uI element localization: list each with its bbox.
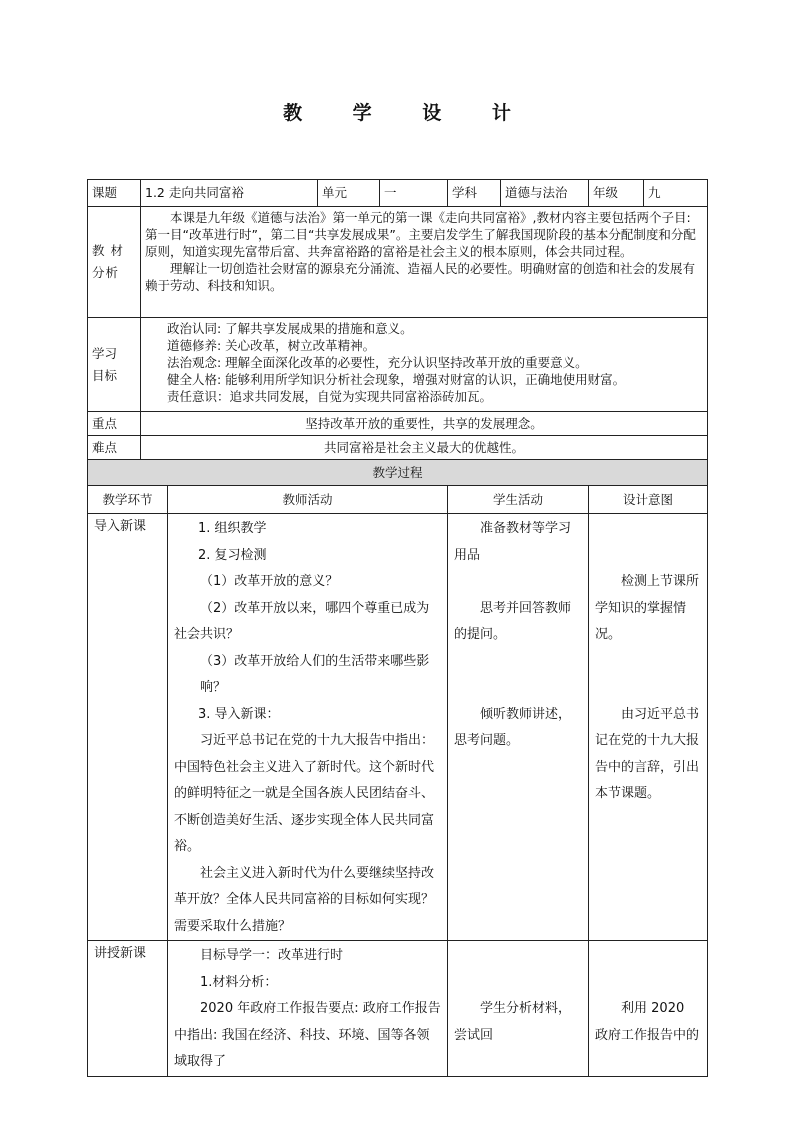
lesson-label: 课题 (88, 180, 141, 207)
lecture-student (448, 941, 589, 1077)
objective-item: 责任意识：追求共同发展，自觉为实现共同富裕添砖加瓦。 (167, 389, 493, 404)
intro-stage (88, 514, 168, 941)
lecture-intent (589, 941, 708, 1077)
unit-value: 一 (380, 180, 448, 207)
col-teacher: 教师活动 (168, 486, 448, 514)
grade-label: 年级 (589, 180, 644, 207)
intro-teacher (168, 514, 448, 941)
lecture-row (88, 941, 708, 1077)
analysis-label: 教 材 分析 (88, 207, 141, 318)
difficulty-label: 难点 (88, 436, 141, 460)
intro-stage-label: 导入新课 (94, 519, 147, 534)
col-intent: 设计意图 (589, 486, 708, 514)
teacher-question: （3）改革开放给人们的生活带来哪些影响？ (200, 653, 430, 695)
subject-value: 道德与法治 (501, 180, 589, 207)
header-row (88, 180, 708, 207)
student-activity: 思考并回答教师的提问。 (454, 600, 572, 642)
analysis-paragraph: 理解让一切创造社会财富的源泉充分涌流、造福人民的必要性。明确财富的创造和社会的发展有赖于劳动、科技和知识。 (145, 261, 696, 293)
teacher-step: 2. 复习检测 (198, 547, 267, 563)
objectives-label: 学习 目标 (88, 318, 141, 412)
lesson-plan-table (87, 179, 708, 1077)
teacher-paragraph: 社会主义进入新时代为什么要继续坚持改革开放？全体人民共同富裕的目标如何实现？需要采取什么措施？ (174, 865, 435, 934)
student-activity: 准备教材等学习用品 (454, 521, 572, 563)
process-columns-row (88, 486, 708, 514)
process-header-row (88, 460, 708, 486)
intro-student (448, 514, 589, 941)
intro-intent (589, 514, 708, 941)
teacher-question: （2）改革开放以来，哪四个尊重已成为社会共识？ (174, 600, 430, 642)
objective-item: 法治观念: 理解全面深化改革的必要性，充分认识坚持改革开放的重要意义。 (167, 355, 588, 370)
teacher-step: 1. 组织教学 (198, 521, 267, 536)
page-title: 教 学 设 计 (283, 102, 533, 124)
difficulty-row (88, 436, 708, 460)
intro-row (88, 514, 708, 941)
student-activity: 倾听教师讲述，思考问题。 (454, 706, 572, 748)
design-intent: 检测上节课所学知识的掌握情况。 (595, 574, 700, 642)
key-point-row (88, 412, 708, 436)
design-intent: 由习近平总书记在党的十九大报告中的言辞，引出本节课题。 (595, 706, 700, 801)
teacher-paragraph: 1.材料分析： (200, 974, 278, 990)
subject-label: 学科 (448, 180, 501, 207)
design-intent: 利用 2020 政府工作报告中的 (595, 1001, 700, 1043)
process-header: 教学过程 (88, 460, 708, 486)
objective-item: 健全人格: 能够利用所学知识分析社会现象，增强对财富的认识，正确地使用财富。 (167, 372, 626, 387)
key-point-value: 坚持改革开放的重要性，共享的发展理念。 (141, 412, 708, 436)
lesson-value: 1.2 走向共同富裕 (141, 180, 318, 207)
student-activity: 学生分析材料，尝试回 (454, 1001, 572, 1043)
teacher-paragraph: 2020 年政府工作报告要点: 政府工作报告中指出: 我国在经济、科技、环境、国等各领域取得了 (174, 1001, 441, 1069)
lecture-stage (88, 941, 168, 1077)
col-student: 学生活动 (448, 486, 589, 514)
grade-value: 九 (644, 180, 708, 207)
teacher-question: （1）改革开放的意义？ (200, 574, 339, 589)
col-stage: 教学环节 (88, 486, 168, 514)
teacher-step: 3. 导入新课： (198, 706, 280, 722)
objectives-content (141, 318, 708, 412)
key-point-label: 重点 (88, 412, 141, 436)
analysis-content (141, 207, 708, 318)
objective-item: 政治认同: 了解共享发展成果的措施和意义。 (167, 321, 413, 336)
objectives-row (88, 318, 708, 412)
teacher-paragraph: 目标导学一：改革进行时 (200, 948, 344, 963)
lecture-teacher (168, 941, 448, 1077)
teacher-paragraph: 习近平总书记在党的十九大报告中指出：中国特色社会主义进入了新时代。这个新时代的鲜明特征之一就是全国各族人民团结奋斗、不断创造美好生活、逐步实现全体人民共同富裕。 (174, 733, 435, 854)
analysis-row (88, 207, 708, 318)
lecture-stage-label: 讲授新课 (94, 946, 147, 961)
difficulty-value: 共同富裕是社会主义最大的优越性。 (141, 436, 708, 460)
objective-item: 道德修养: 关心改革，树立改革精神。 (167, 338, 376, 353)
unit-label: 单元 (318, 180, 380, 207)
analysis-paragraph: 本课是九年级《道德与法治》第一单元的第一课《走向共同富裕》,教材内容主要包括两个子目: 第一目“改革进行时”，第二目“共享发展成果”。主要启发学生了解我国现阶段的基本分配制度和分配原则，知道实现先富带后富、共奔富裕路的富裕是社会主义的根本原则，体会共同过程。 (145, 210, 696, 259)
